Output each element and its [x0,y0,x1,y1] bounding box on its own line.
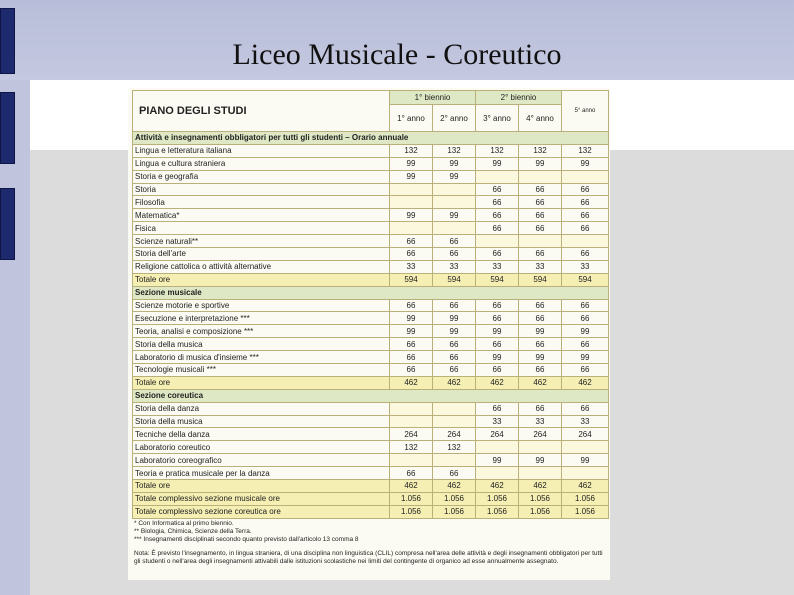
row-music-label: Laboratorio di musica d'insieme *** [133,351,390,364]
row-main-value: 66 [476,248,519,261]
row-main-value: 66 [390,248,433,261]
row-main-value: 132 [433,144,476,157]
piano-title: PIANO DEGLI STUDI [133,91,390,132]
row-dance-value [519,441,562,454]
total-music-value: 462 [433,376,476,389]
row-main-value [390,183,433,196]
grand-total-music-value: 1.056 [433,492,476,505]
year-header: 2° anno [433,105,476,132]
row-main-value: 66 [562,248,609,261]
row-main-value: 66 [562,209,609,222]
row-dance-label: Storia della danza [133,402,390,415]
row-dance-value: 264 [433,428,476,441]
row-music-value: 66 [562,338,609,351]
total-main-value: 594 [476,273,519,286]
grand-total-music-label: Totale complessivo sezione musicale ore [133,492,390,505]
row-music [133,351,609,364]
row-dance-value: 264 [562,428,609,441]
slide-title: Liceo Musicale - Coreutico [232,38,562,71]
row-main-value: 66 [390,235,433,248]
year-header: 1° anno [390,105,433,132]
row-main [133,170,609,183]
row-dance-value: 132 [433,441,476,454]
row-dance-value [390,402,433,415]
footnote-2: ** Biologia, Chimica, Scienze della Terra. [134,528,252,535]
row-music-value: 99 [476,351,519,364]
row-music-value: 99 [562,325,609,338]
row-dance-label: Storia della musica [133,415,390,428]
row-main-value: 99 [390,157,433,170]
row-main-label: Storia dell'arte [133,248,390,261]
row-main-label: Lingua e letteratura italiana [133,144,390,157]
row-music-label: Scienze motorie e sportive [133,299,390,312]
quinto-header: 5° anno [562,91,609,132]
grand-total-dance [133,505,609,518]
row-main [133,157,609,170]
row-music-value: 66 [476,299,519,312]
biennio2-header: 2° biennio [476,91,562,105]
total-main [133,273,609,286]
total-music-label: Totale ore [133,376,390,389]
row-music-value: 66 [390,351,433,364]
header-row [133,91,609,105]
row-dance-value: 264 [519,428,562,441]
row-dance-value: 66 [562,402,609,415]
row-dance [133,415,609,428]
row-music-value: 99 [433,325,476,338]
total-music-value: 462 [390,376,433,389]
row-music-value: 66 [519,364,562,377]
row-main [133,144,609,157]
row-main-label: Matematica* [133,209,390,222]
total-dance [133,480,609,493]
row-music [133,325,609,338]
row-main-label: Scienze naturali** [133,235,390,248]
row-dance-value [476,441,519,454]
row-main-value [519,235,562,248]
row-main-value: 66 [562,222,609,235]
row-main [133,209,609,222]
row-main [133,222,609,235]
footnote-3: *** Insegnamenti disciplinati secondo quanto previsto dall'articolo 13 comma 8 [134,536,359,543]
row-main-value: 99 [562,157,609,170]
row-main-value [476,235,519,248]
row-dance-value: 33 [519,415,562,428]
row-main-value [519,170,562,183]
row-music-value: 66 [390,299,433,312]
row-main-value: 33 [390,260,433,273]
row-music-value: 66 [476,364,519,377]
row-music [133,338,609,351]
row-dance-value: 66 [433,467,476,480]
row-music-value: 66 [476,312,519,325]
row-main-value: 66 [433,235,476,248]
row-dance-value [476,467,519,480]
row-dance-label: Teoria e pratica musicale per la danza [133,467,390,480]
row-main-label: Filosofia [133,196,390,209]
row-main [133,183,609,196]
total-music-value: 462 [562,376,609,389]
total-dance-label: Totale ore [133,480,390,493]
row-main-label: Storia e geografia [133,170,390,183]
row-music-value: 99 [390,312,433,325]
grand-total-music-value: 1.056 [562,492,609,505]
row-main-value: 132 [476,144,519,157]
row-music [133,312,609,325]
row-main-value: 33 [519,260,562,273]
row-dance [133,402,609,415]
section-dance-label: Sezione coreutica [133,389,609,402]
row-main-value: 99 [433,209,476,222]
row-main-value [562,170,609,183]
grand-total-dance-value: 1.056 [562,505,609,518]
row-main-value: 132 [562,144,609,157]
row-main-value: 66 [519,196,562,209]
row-music-value: 66 [390,364,433,377]
grand-total-music [133,492,609,505]
row-music-value: 66 [390,338,433,351]
row-music-label: Teoria, analisi e composizione *** [133,325,390,338]
row-main-value [390,196,433,209]
total-dance-value: 462 [519,480,562,493]
row-dance-value: 99 [562,454,609,467]
row-dance-value: 132 [390,441,433,454]
footnote-1: * Con Informatica al primo biennio. [134,520,234,527]
grand-total-dance-value: 1.056 [519,505,562,518]
row-dance-value: 66 [519,402,562,415]
row-music [133,299,609,312]
row-music-value: 66 [433,299,476,312]
row-main-value: 66 [476,183,519,196]
row-music-value: 99 [519,325,562,338]
row-main-value: 33 [476,260,519,273]
grand-total-dance-value: 1.056 [390,505,433,518]
row-main-value: 66 [476,209,519,222]
total-main-value: 594 [562,273,609,286]
row-main-label: Storia [133,183,390,196]
row-music [133,364,609,377]
row-dance-value: 33 [476,415,519,428]
row-main-value: 99 [476,157,519,170]
decor-bar-3 [0,188,15,260]
row-main-label: Religione cattolica o attività alternative [133,260,390,273]
section-music-label: Sezione musicale [133,286,609,299]
row-music-value: 66 [433,351,476,364]
row-main [133,196,609,209]
row-music-value: 99 [390,325,433,338]
row-main-value [433,196,476,209]
total-main-value: 594 [519,273,562,286]
row-music-value: 66 [519,299,562,312]
row-music-value: 99 [562,351,609,364]
biennio1-header: 1° biennio [390,91,476,105]
year-header: 4° anno [519,105,562,132]
grand-total-dance-label: Totale complessivo sezione coreutica ore [133,505,390,518]
row-dance-value: 66 [476,402,519,415]
row-dance-value: 66 [390,467,433,480]
row-main-value: 99 [433,157,476,170]
grand-total-dance-value: 1.056 [433,505,476,518]
footnotes [134,520,604,566]
total-main-value: 594 [390,273,433,286]
curriculum-table [132,90,609,519]
row-main-value: 99 [390,170,433,183]
row-dance-value: 264 [390,428,433,441]
row-main-value: 66 [562,183,609,196]
row-dance-label: Laboratorio coreutico [133,441,390,454]
curriculum-document [128,88,610,580]
row-main-value: 66 [519,222,562,235]
row-dance [133,428,609,441]
row-main-value: 66 [519,209,562,222]
row-main-value: 66 [519,248,562,261]
row-music-label: Tecnologie musicali *** [133,364,390,377]
row-main-value [390,222,433,235]
section-main-label: Attività e insegnamenti obbligatori per tutti gli studenti – Orario annuale [133,132,609,145]
row-music-value: 66 [433,338,476,351]
row-main-value: 132 [390,144,433,157]
row-main-value: 66 [519,183,562,196]
row-music-value: 66 [519,312,562,325]
row-music-value: 66 [519,338,562,351]
row-music-value: 99 [476,325,519,338]
row-main [133,248,609,261]
total-music-value: 462 [476,376,519,389]
row-music-label: Storia della musica [133,338,390,351]
total-dance-value: 462 [562,480,609,493]
row-main-value: 99 [519,157,562,170]
footnote-note: Nota: È previsto l'insegnamento, in lingua straniera, di una disciplina non linguistica (CLIL) compresa nell'area delle attività e degli insegnamenti obbligatori per tutti gli studenti o nell'area degli insegnamenti attivabili dalle istituzioni scolastiche nei limiti del contingente di organico ad esse annualmente assegnato. [134,550,603,565]
row-dance-value [433,415,476,428]
row-dance-value: 33 [562,415,609,428]
row-main-value: 33 [433,260,476,273]
row-dance-value [390,415,433,428]
row-dance-value [433,454,476,467]
row-dance-value [519,467,562,480]
row-main-value: 66 [476,196,519,209]
grand-total-music-value: 1.056 [476,492,519,505]
row-main-value: 99 [390,209,433,222]
row-music-value: 99 [519,351,562,364]
total-main-value: 594 [433,273,476,286]
grand-total-dance-value: 1.056 [476,505,519,518]
row-main-value [562,235,609,248]
row-main-value: 66 [476,222,519,235]
row-dance [133,467,609,480]
row-music-value: 66 [476,338,519,351]
row-main-value [433,222,476,235]
row-dance-value [562,467,609,480]
row-main-value: 66 [562,196,609,209]
row-music-value: 66 [562,312,609,325]
row-main-value: 66 [433,248,476,261]
row-dance-label: Laboratorio coreografico [133,454,390,467]
total-dance-value: 462 [476,480,519,493]
total-music [133,376,609,389]
row-main-value: 132 [519,144,562,157]
row-dance-label: Tecniche della danza [133,428,390,441]
row-main-label: Fisica [133,222,390,235]
total-dance-value: 462 [433,480,476,493]
row-dance-value: 99 [519,454,562,467]
row-music-label: Esecuzione e interpretazione *** [133,312,390,325]
row-music-value: 66 [562,299,609,312]
row-main-value [433,183,476,196]
decor-bar-2 [0,92,15,164]
row-music-value: 66 [433,364,476,377]
row-music-value: 66 [562,364,609,377]
total-dance-value: 462 [390,480,433,493]
row-dance-value: 99 [476,454,519,467]
row-dance [133,454,609,467]
row-dance-value [433,402,476,415]
row-main-value: 33 [562,260,609,273]
section-dance [133,389,609,402]
row-main-value [476,170,519,183]
row-main-value: 99 [433,170,476,183]
total-main-label: Totale ore [133,273,390,286]
row-main [133,235,609,248]
row-main [133,260,609,273]
grand-total-music-value: 1.056 [390,492,433,505]
row-dance-value: 264 [476,428,519,441]
row-main-label: Lingua e cultura straniera [133,157,390,170]
grand-total-music-value: 1.056 [519,492,562,505]
row-dance [133,441,609,454]
row-music-value: 99 [433,312,476,325]
year-header: 3° anno [476,105,519,132]
section-music [133,286,609,299]
total-music-value: 462 [519,376,562,389]
section-main [133,132,609,145]
row-dance-value [562,441,609,454]
row-dance-value [390,454,433,467]
